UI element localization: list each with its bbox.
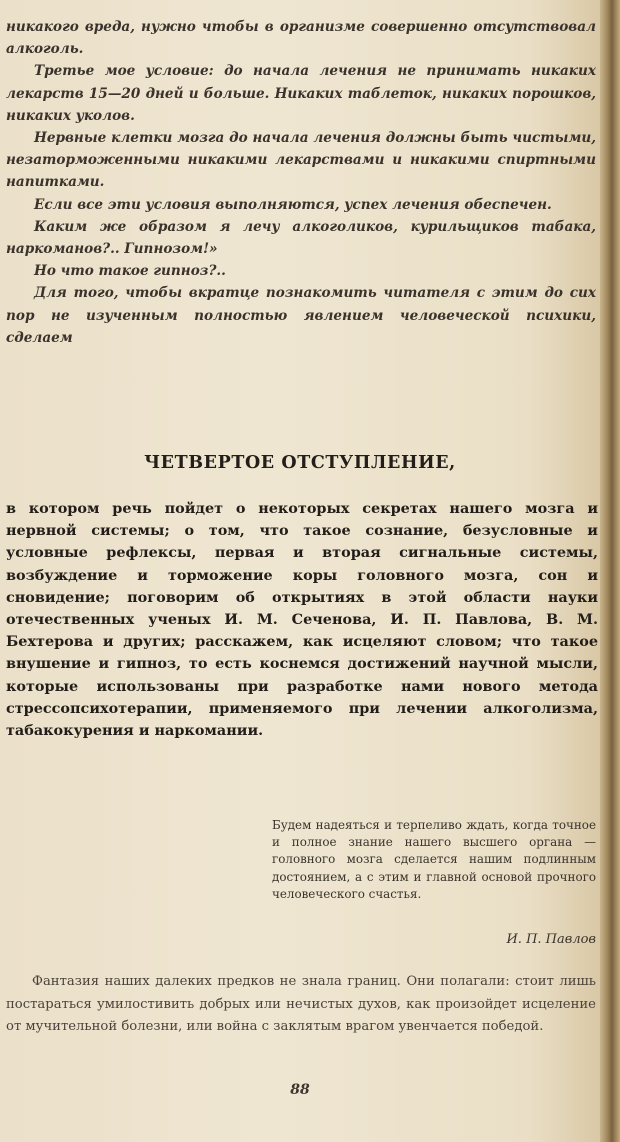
chapter-title: ЧЕТВЕРТОЕ ОТСТУПЛЕНИЕ, bbox=[144, 453, 456, 473]
italic-paragraph-2: Третье мое условие: до начала лечения не принимать никаких лекарств 15—20 дней и больше. Никаких таблеток, никаких порошков, никаких уколов. bbox=[6, 63, 596, 124]
body-paragraph: Фантазия наших далеких предков не знала границ. Они полагали: стоит лишь постараться умилостивить добрых или нечистых духов, как произойдет исцеление от мучительной болезни, или война с заклятым врагом увенчается победой. bbox=[6, 974, 596, 1035]
italic-text-section bbox=[6, 16, 596, 349]
italic-paragraph-4: Если все эти условия выполняются, успех лечения обеспечен. bbox=[34, 196, 552, 213]
epigraph-author: И. П. Павлов bbox=[506, 932, 596, 947]
italic-paragraph-7: Для того, чтобы вкратце познакомить читателя с этим до сих пор не изученным полностью явлением человеческой психики, сделаем bbox=[6, 285, 596, 346]
chapter-summary: в котором речь пойдет о некоторых секретах нашего мозга и нервной системы; о том, что такое сознание, безусловные и условные рефлексы, первая и вторая сигнальные системы, возбуждение и торможение коры головного мозга, сон и сновидение; поговорим об открытиях в этой области науки отечественных ученых И. М. Сеченова, И. П. Павлова, В. М. Бехтерова и других; расскажем, как исцеляют словом; что такое внушение и гипноз, то есть коснемся достижений научной мысли, которые использованы при разработке нами нового метода стрессопсихотерапии, применяемого при лечении алкоголизма, табакокурения и наркомании. bbox=[6, 500, 598, 740]
epigraph-quote: Будем надеяться и терпеливо ждать, когда точное и полное знание нашего высшего органа — головного мозга сделается нашим подлинным достоянием, а с этим и главной основой прочного человеческого счастья. bbox=[272, 818, 596, 901]
page-number: 88 bbox=[290, 1082, 310, 1098]
italic-paragraph-3: Нервные клетки мозга до начала лечения должны быть чистыми, незаторможенными никакими лекарствами и никакими спиртными напитками. bbox=[6, 130, 596, 191]
italic-paragraph-1: никакого вреда, нужно чтобы в организме совершенно отсутствовал алкоголь. bbox=[6, 19, 596, 58]
italic-paragraph-6: Но что такое гипноз?.. bbox=[34, 263, 226, 280]
italic-paragraph-5: Каким же образом я лечу алкоголиков, курильщиков табака, наркоманов?.. Гипнозом!» bbox=[6, 218, 596, 258]
book-spine-edge bbox=[600, 0, 620, 1142]
